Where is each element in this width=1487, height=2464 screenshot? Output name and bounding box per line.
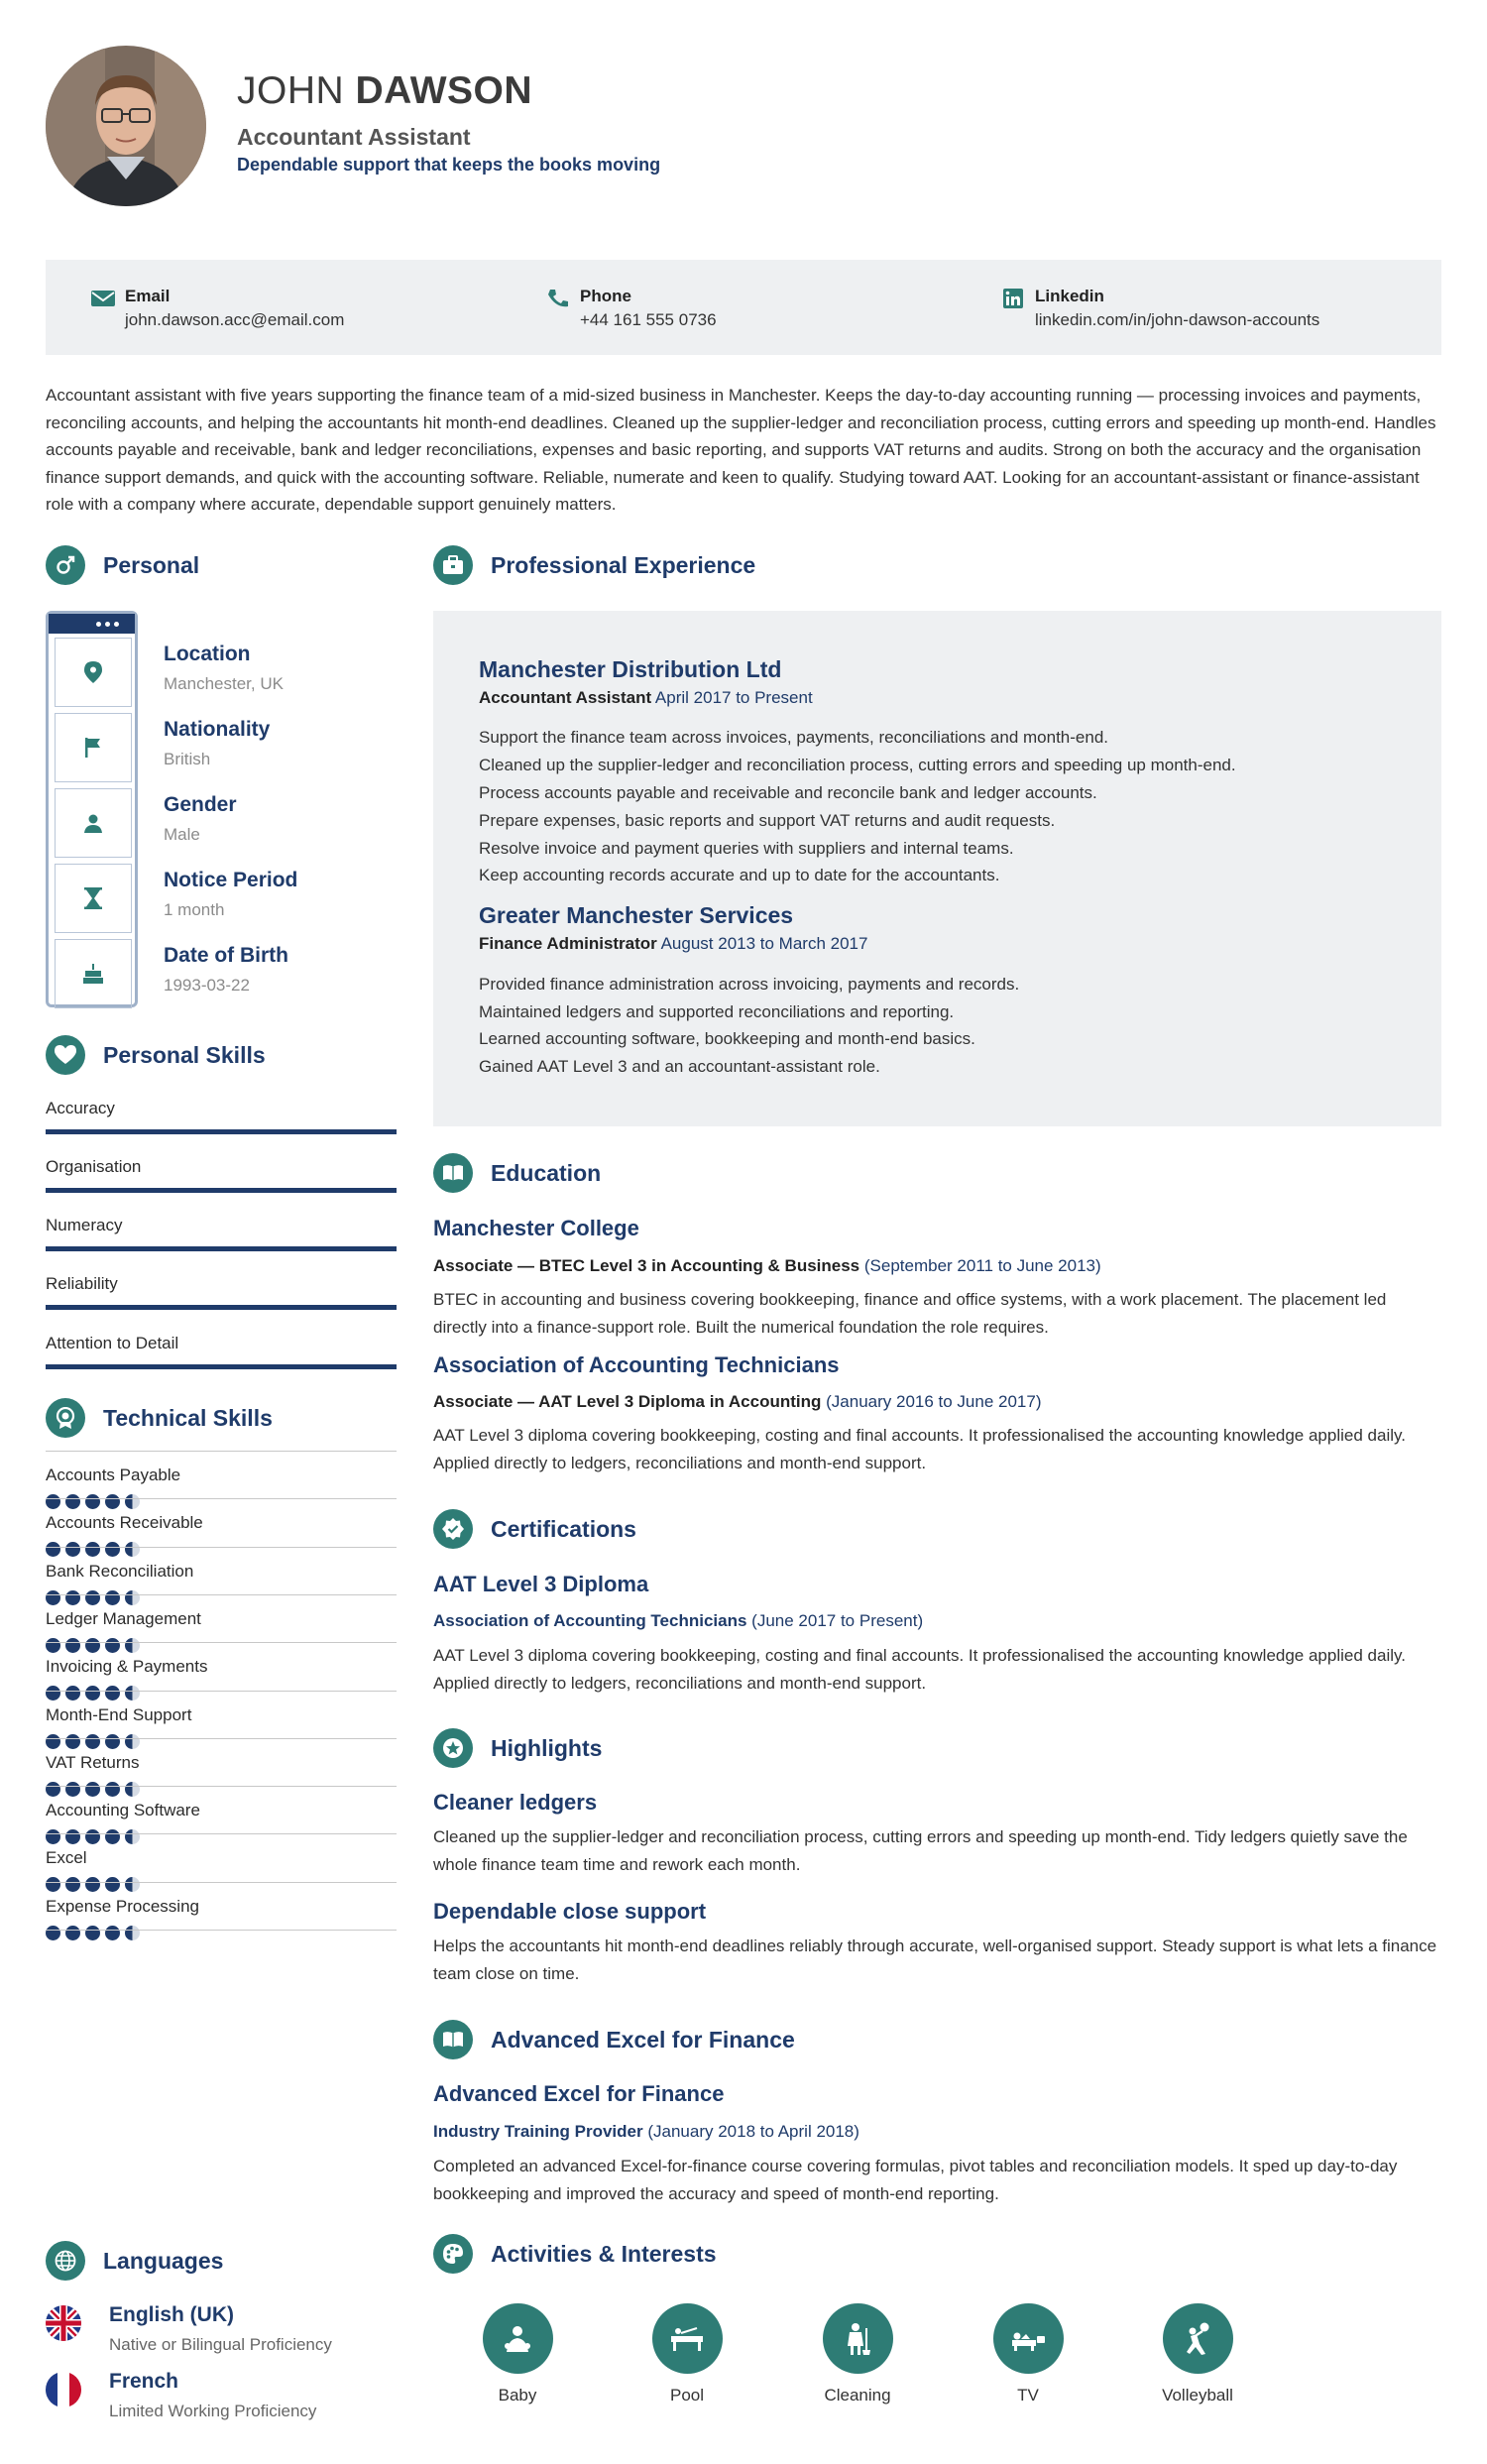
email-label: Email [125, 287, 171, 305]
personal-skills-title: Personal Skills [103, 1041, 266, 1068]
personal-info-frame [46, 611, 138, 1007]
tv-icon [993, 2303, 1064, 2374]
highlight-description: Helps the accountants hit month-end deadlines reliably through accurate, well-organised support. Steady support is what lets a finance team close on time. [433, 1936, 1437, 1983]
resume-header [46, 46, 1433, 214]
tech-skill-label: Month-End Support [46, 1704, 192, 1724]
rating-dot [65, 1494, 80, 1509]
rating-dot [46, 1590, 60, 1605]
education-title: Education [491, 1159, 602, 1186]
education-description: AAT Level 3 diploma covering bookkeeping, costing and final accounts. It professionalised the accounting knowledge applied daily. Applied directly to ledgers, reconciliations and month-end support. [433, 1426, 1406, 1472]
tech-skill-label: Bank Reconciliation [46, 1561, 194, 1581]
email-value[interactable]: john.dawson.acc@email.com [125, 310, 345, 329]
job-company: Manchester Distribution Ltd [479, 656, 782, 682]
rating-dot [85, 1926, 100, 1940]
personal-skill-bar [46, 1246, 397, 1251]
profile-summary: Accountant assistant with five years supporting the finance team of a mid-sized business in Manchester. Keeps the day-to-day accounting running — processing invoices and payments, reconciling accounts, and helping the accountants hit month-end deadlines. Cleaned up the supplier-ledger and reconciliation process, cutting errors and speeding up month-end. Handles accounts payable and receivable, bank and ledger reconciliations, expenses and basic reporting, and supports VAT returns and audits. Strong on both the accuracy and the organisation finance support demands, and quick with the accounting software. Reliable, numerate and keen to qualify. Studying toward AAT. Looking for an accountant-assistant or finance-assistant role with a company where accurate, dependable support genuinely matters. [46, 386, 1436, 514]
phone-icon [546, 289, 570, 308]
rating-dot [46, 1686, 60, 1701]
rating-dot [85, 1782, 100, 1797]
last-name: DAWSON [355, 69, 533, 112]
interest-item [973, 2303, 1083, 2405]
tech-skill-label: Accounting Software [46, 1801, 200, 1820]
personal-value-notice: 1 month [164, 900, 225, 919]
personal-label-dob: Date of Birth [164, 944, 288, 967]
personal-skill-bar [46, 1188, 397, 1193]
linkedin-icon [1001, 289, 1025, 308]
rating-dot [46, 1542, 60, 1557]
job-role-title: Finance Administrator [479, 934, 657, 953]
rating-dot [46, 1638, 60, 1653]
personal-skill-label: Accuracy [46, 1099, 115, 1117]
education-dates: (September 2011 to June 2013) [863, 1256, 1101, 1275]
personal-label-location: Location [164, 643, 251, 665]
job-bullet: Prepare expenses, basic reports and support VAT returns and audit requests. [479, 811, 1056, 830]
gender-symbol-icon [46, 545, 85, 585]
personal-skill-bar [46, 1364, 397, 1369]
certification-issuer: Association of Accounting Technicians [433, 1611, 747, 1630]
rating-dot [125, 1542, 140, 1557]
personal-skill-label: Numeracy [46, 1216, 123, 1234]
rating-dot [105, 1590, 120, 1605]
experience-header [433, 545, 755, 585]
tech-skill-divider [46, 1451, 397, 1452]
profile-photo [46, 46, 206, 206]
tech-skill-label: Ledger Management [46, 1608, 201, 1628]
tech-skill-divider [46, 1882, 397, 1883]
uk-flag-icon [46, 2305, 81, 2341]
job-bullet: Gained AAT Level 3 and an accountant-assistant role. [479, 1057, 880, 1076]
personal-label-notice: Notice Period [164, 869, 298, 891]
tech-skill-label: Accounts Receivable [46, 1513, 203, 1533]
certification-name: AAT Level 3 Diploma [433, 1572, 649, 1596]
rating-dot [85, 1590, 100, 1605]
badge-icon [46, 1398, 85, 1438]
tech-skill-divider [46, 1786, 397, 1787]
interest-item [632, 2303, 742, 2405]
job-bullet: Resolve invoice and payment queries with suppliers and internal teams. [479, 839, 1014, 858]
tech-skill-divider [46, 1547, 397, 1548]
job-dates: April 2017 to Present [654, 688, 813, 707]
tech-skill-rating [46, 1926, 140, 1940]
rating-dot [85, 1734, 100, 1749]
tech-skill-rating [46, 1829, 140, 1844]
rating-dot [65, 1734, 80, 1749]
highlight-heading: Cleaner ledgers [433, 1790, 598, 1815]
course-name: Advanced Excel for Finance [433, 2081, 725, 2106]
interest-label: TV [1017, 2386, 1039, 2405]
rating-dot [65, 1638, 80, 1653]
rating-dot [85, 1542, 100, 1557]
rating-dot [125, 1734, 140, 1749]
rating-dot [125, 1877, 140, 1892]
technical-skills-title: Technical Skills [103, 1404, 273, 1431]
job-bullet: Process accounts payable and receivable and reconcile bank and ledger accounts. [479, 783, 1097, 802]
tech-skill-divider [46, 1691, 397, 1692]
pool-table-icon [652, 2303, 723, 2374]
interest-label: Cleaning [824, 2386, 891, 2405]
hourglass-icon [55, 864, 132, 933]
tech-skill-label: Invoicing & Payments [46, 1657, 208, 1677]
person-icon [55, 788, 132, 858]
location-pin-icon [55, 638, 132, 707]
course-provider: Industry Training Provider [433, 2122, 643, 2141]
tech-skill-label: Accounts Payable [46, 1466, 181, 1484]
rating-dot [46, 1494, 60, 1509]
rating-dot [105, 1829, 120, 1844]
courses-header [433, 2020, 795, 2059]
job-company: Greater Manchester Services [479, 902, 794, 928]
tech-skill-divider [46, 1833, 397, 1834]
heart-icon [46, 1035, 85, 1075]
candidate-name [237, 69, 532, 113]
job-dates: August 2013 to March 2017 [660, 934, 868, 953]
personal-skill-label: Attention to Detail [46, 1334, 179, 1352]
job-role [479, 934, 867, 954]
job-bullet: Cleaned up the supplier-ledger and reconciliation process, cutting errors and speeding up month-end. [479, 756, 1236, 774]
interest-label: Pool [669, 2386, 705, 2405]
globe-icon [46, 2241, 85, 2281]
palette-icon [433, 2234, 473, 2274]
personal-skill-bar [46, 1305, 397, 1310]
phone-value[interactable]: +44 161 555 0736 [580, 310, 717, 329]
rating-dot [105, 1877, 120, 1892]
job-bullet: Maintained ledgers and supported reconciliations and reporting. [479, 1002, 955, 1021]
rating-dot [46, 1734, 60, 1749]
linkedin-value[interactable]: linkedin.com/in/john-dawson-accounts [1035, 310, 1320, 329]
certificate-check-icon [433, 1509, 473, 1549]
interests-title: Activities & Interests [491, 2240, 717, 2267]
certifications-header [433, 1509, 636, 1549]
rating-dot [105, 1638, 120, 1653]
rating-dot [85, 1494, 100, 1509]
job-title: Accountant Assistant [237, 124, 471, 150]
rating-dot [65, 1829, 80, 1844]
rating-dot [105, 1542, 120, 1557]
courses-title: Advanced Excel for Finance [491, 2026, 795, 2053]
interest-item [803, 2303, 912, 2405]
star-badge-icon [433, 1728, 473, 1768]
highlights-header [433, 1728, 602, 1768]
rating-dot [85, 1829, 100, 1844]
technical-skills-header [46, 1398, 273, 1438]
tech-skill-rating [46, 1638, 140, 1653]
course-provider-line [433, 2122, 859, 2142]
tech-skill-rating [46, 1494, 140, 1509]
rating-dot [46, 1926, 60, 1940]
languages-title: Languages [103, 2247, 224, 2274]
book-icon [433, 2020, 473, 2059]
rating-dot [105, 1926, 120, 1940]
tech-skill-rating [46, 1686, 140, 1701]
frame-titlebar [49, 614, 135, 634]
rating-dot [85, 1686, 100, 1701]
personal-skill-label: Organisation [46, 1157, 142, 1176]
briefcase-icon [433, 545, 473, 585]
tech-skill-divider [46, 1738, 397, 1739]
education-degree: Associate — AAT Level 3 Diploma in Accounting [433, 1392, 822, 1411]
book-icon [433, 1153, 473, 1193]
tech-skill-rating [46, 1734, 140, 1749]
rating-dot [46, 1829, 60, 1844]
rating-dot [65, 1686, 80, 1701]
tech-skill-divider [46, 1930, 397, 1931]
rating-dot [65, 1877, 80, 1892]
phone-label: Phone [580, 287, 631, 305]
tech-skill-divider [46, 1498, 397, 1499]
tech-skill-rating [46, 1590, 140, 1605]
rating-dot [65, 1926, 80, 1940]
tech-skill-divider [46, 1594, 397, 1595]
interest-item [1143, 2303, 1252, 2405]
rating-dot [46, 1782, 60, 1797]
personal-value-location: Manchester, UK [164, 674, 284, 693]
education-degree-line [433, 1392, 1042, 1412]
rating-dot [125, 1926, 140, 1940]
education-school: Manchester College [433, 1216, 639, 1240]
certification-issuer-line [433, 1611, 923, 1631]
cleaning-icon [823, 2303, 893, 2374]
education-description: BTEC in accounting and business covering bookkeeping, finance and office systems, with a work placement. The placement led directly into a finance-support role. Built the numerical foundation the role requires. [433, 1290, 1387, 1337]
personal-label-gender: Gender [164, 793, 237, 816]
interests-header [433, 2234, 717, 2274]
education-degree-line [433, 1256, 1101, 1276]
rating-dot [105, 1686, 120, 1701]
job-role [479, 688, 813, 708]
contact-bar [46, 260, 1441, 355]
rating-dot [125, 1638, 140, 1653]
highlight-heading: Dependable close support [433, 1899, 707, 1924]
interest-label: Volleyball [1162, 2386, 1233, 2405]
first-name: JOHN [237, 69, 345, 112]
personal-value-dob: 1993-03-22 [164, 976, 250, 995]
rating-dot [65, 1542, 80, 1557]
language-level: Limited Working Proficiency [109, 2402, 317, 2420]
job-bullet: Support the finance team across invoices, payments, reconciliations and month-end. [479, 728, 1109, 747]
tech-skill-rating [46, 1542, 140, 1557]
personal-skills-header [46, 1035, 266, 1075]
tech-skill-label: Excel [46, 1848, 87, 1868]
rating-dot [125, 1590, 140, 1605]
volleyball-icon [1163, 2303, 1233, 2374]
language-name: French [109, 2370, 179, 2393]
tech-skill-rating [46, 1782, 140, 1797]
tech-skill-label: Expense Processing [46, 1896, 199, 1916]
course-dates: (January 2018 to April 2018) [647, 2122, 859, 2141]
personal-value-gender: Male [164, 825, 200, 844]
tagline: Dependable support that keeps the books moving [237, 155, 661, 175]
rating-dot [105, 1782, 120, 1797]
personal-value-nationality: British [164, 750, 211, 768]
interest-label: Baby [498, 2386, 537, 2405]
interest-item [463, 2303, 572, 2405]
rating-dot [105, 1494, 120, 1509]
certification-description: AAT Level 3 diploma covering bookkeeping, costing and final accounts. It professionalised the accounting knowledge applied daily. Applied directly to ledgers, reconciliations and month-end support. [433, 1646, 1406, 1693]
job-bullet: Keep accounting records accurate and up to date for the accountants. [479, 866, 1000, 884]
tech-skill-label: VAT Returns [46, 1752, 140, 1772]
tech-skill-divider [46, 1642, 397, 1643]
language-name: English (UK) [109, 2303, 234, 2326]
job-bullet: Learned accounting software, bookkeeping and month-end basics. [479, 1029, 975, 1048]
education-degree: Associate — BTEC Level 3 in Accounting & Business [433, 1256, 860, 1275]
rating-dot [85, 1638, 100, 1653]
rating-dot [65, 1590, 80, 1605]
rating-dot [85, 1877, 100, 1892]
rating-dot [125, 1782, 140, 1797]
rating-dot [105, 1734, 120, 1749]
certifications-title: Certifications [491, 1515, 636, 1542]
personal-section-header [46, 545, 199, 585]
linkedin-label: Linkedin [1035, 287, 1104, 305]
cake-icon [55, 939, 132, 1008]
france-flag-icon [46, 2372, 81, 2407]
rating-dot [125, 1494, 140, 1509]
rating-dot [125, 1829, 140, 1844]
personal-skill-label: Reliability [46, 1274, 118, 1293]
languages-header [46, 2241, 223, 2281]
rating-dot [125, 1686, 140, 1701]
personal-skill-bar [46, 1129, 397, 1134]
email-icon [91, 289, 115, 308]
certification-dates: (June 2017 to Present) [751, 1611, 924, 1630]
education-dates: (January 2016 to June 2017) [826, 1392, 1042, 1411]
tech-skill-rating [46, 1877, 140, 1892]
experience-title: Professional Experience [491, 551, 756, 578]
rating-dot [65, 1782, 80, 1797]
rating-dot [46, 1877, 60, 1892]
education-header [433, 1153, 601, 1193]
baby-icon [483, 2303, 553, 2374]
personal-label-nationality: Nationality [164, 718, 271, 741]
course-description: Completed an advanced Excel-for-finance course covering formulas, pivot tables and reconciliation models. It sped up day-to-day bookkeeping and improved the accuracy and speed of month-end reporting. [433, 2157, 1398, 2203]
highlight-description: Cleaned up the supplier-ledger and reconciliation process, cutting errors and speeding up month-end. Tidy ledgers quietly save the whole finance team time and rework each month. [433, 1827, 1408, 1874]
personal-title: Personal [103, 551, 200, 578]
flag-icon [55, 713, 132, 782]
education-school: Association of Accounting Technicians [433, 1352, 840, 1377]
language-level: Native or Bilingual Proficiency [109, 2335, 332, 2354]
job-bullet: Provided finance administration across invoicing, payments and records. [479, 975, 1020, 994]
job-role-title: Accountant Assistant [479, 688, 652, 707]
highlights-title: Highlights [491, 1734, 603, 1761]
